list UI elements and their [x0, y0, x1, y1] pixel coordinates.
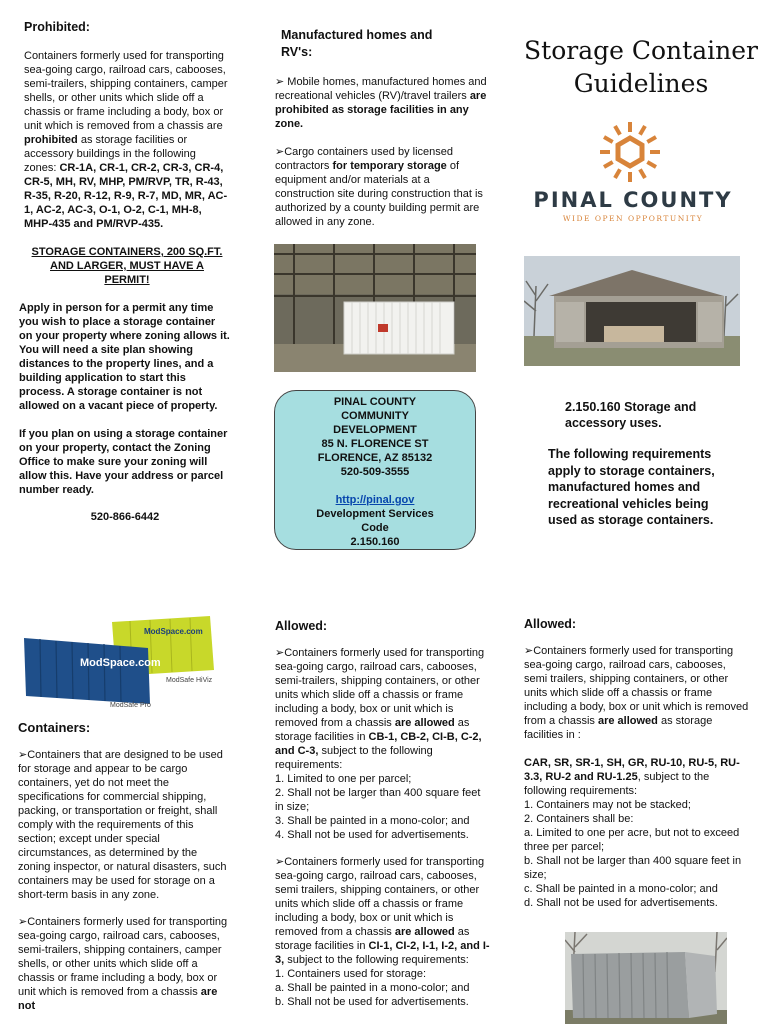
contact-line-3: DEVELOPMENT: [333, 424, 417, 436]
list-item: b. Shall not be larger than 400 square feet in size;: [524, 855, 742, 881]
prohibited-text: Containers formerly used for transporting sea-going cargo, railroad cars, cabooses, semi-trailers, shipping containers, camper shells, or other units which slide off a chassis or frame including a body, box or unit which is removed from a chassis are prohibited as storage facilities or accessory buildings in the following zones: CR-1A, CR-1, CR-2, CR-3, CR-4, CR-5, MH, RV, MHP, PM/RVP, TR, R-43, R-35, R-20, R-12, R-9, R-7, MD, MR, AC-1, AC-2, AC-3, O-1, O-2, C-1, MH-8, MHP-435 and PM/RVP-435.: [24, 50, 228, 230]
contact-phone: 520-509-3555: [340, 466, 410, 478]
prohibited-heading: Prohibited:: [24, 20, 90, 34]
allowed-commercial-section: [275, 619, 491, 1009]
list-item: a. Shall be painted in a mono-color; and: [275, 982, 470, 994]
contact-text: If you plan on using a storage container on your property, contact the Zoning Office to make sure your zoning will allow this. Have your address or parcel number ready.: [19, 428, 228, 496]
arrow-bullet-icon: ➢: [275, 76, 288, 88]
manufactured-bullet-1: ➢ Mobile homes, manufactured homes and recreational vehicles (RV)/travel trailers are prohibited as storage facilities in any zone.: [275, 76, 487, 130]
arrow-bullet-icon: ➢: [18, 749, 28, 761]
container-brand-text-2: ModSpace.com: [80, 657, 161, 669]
containers-image: [20, 612, 220, 712]
manufactured-homes-heading: Manufactured homes and RV's:: [281, 28, 433, 59]
section-code: 2.150.160 Storage and accessory uses.: [565, 400, 697, 430]
allowed-commercial-bullet: ➢Containers formerly used for transporting sea-going cargo, railroad cars, cabooses, semi-trailers, shipping containers, or other units which slide off a chassis or frame including a body, box or unit which is removed from a chassis are allowed as storage facilities in CB-1, CB-2, CI-B, C-2, and C-3, subject to the following requirements:: [275, 647, 485, 771]
list-item: 1. Limited to one per parcel;: [275, 773, 412, 785]
commercial-requirements-list: [275, 772, 491, 842]
title-line-1: Storage Container: [524, 36, 758, 65]
intro-requirements: The following requirements apply to storage containers, manufactured homes and recreational vehicles being used as storage containers.: [548, 447, 715, 527]
list-item: a. Limited to one per acre, but not to exceed three per parcel;: [524, 827, 740, 853]
container-brand-text: ModSpace.com: [144, 627, 203, 636]
arrow-bullet-icon: ➢: [524, 645, 534, 657]
prohibited-section: [19, 20, 231, 524]
list-item: 2. Containers shall be:: [524, 813, 634, 825]
list-item: 1. Containers may not be stacked;: [524, 799, 691, 811]
rural-zones: CAR, SR, SR-1, SH, GR, RU-10, RU-5, RU-3.3, RU-2 and RU-1.25, subject to the following requirements:: [524, 757, 740, 797]
contact-dev-services: Development Services: [316, 508, 434, 520]
manufactured-homes-section: [275, 27, 487, 229]
image-label-pro: ModSafe Pro: [110, 702, 151, 709]
apply-text: Apply in person for a permit any time you wish to place a storage container on your property where zoning allows it. You will need a site plan showing distances to the property lines, and a building application to start this process. A storage container is not allowed on a vacant piece of property.: [19, 302, 230, 412]
permit-heading: STORAGE CONTAINERS, 200 SQ.FT. AND LARGER, MUST HAVE A PERMIT!: [31, 246, 223, 286]
industrial-requirements-list: [275, 967, 491, 1009]
contact-line-2: COMMUNITY: [341, 410, 409, 422]
title-line-2: Guidelines: [573, 69, 709, 98]
containers-bullet-2: ➢Containers formerly used for transporting sea-going cargo, railroad cars, cabooses, semi-trailers, shipping containers, camper shells, or other units which slide off a chassis or frame including a body, box or unit which is removed from a chassis are not: [18, 916, 228, 1012]
brochure-title: [518, 34, 764, 100]
list-item: b. Shall not be used for advertisements.: [275, 996, 469, 1008]
zoning-phone: 520-866-6442: [90, 511, 160, 523]
list-item: d. Shall not be used for advertisements.: [524, 897, 718, 909]
list-item: 3. Shall be painted in a mono-color; and: [275, 815, 470, 827]
arrow-bullet-icon: ➢: [18, 916, 28, 928]
list-item: c. Shall be painted in a mono-color; and: [524, 883, 718, 895]
allowed-rural-bullet: ➢Containers formerly used for transporting sea-going cargo, railroad cars, cabooses, semi trailers, shipping containers, or other units which slide off a chassis or frame including a body, box or unit which is removed from a chassis are allowed as storage facilities in :: [524, 645, 749, 741]
containers-heading: Containers:: [18, 720, 91, 735]
storage-barn-photo: [524, 256, 740, 366]
logo-text: PINAL COUNTY: [533, 188, 733, 212]
contact-box: [274, 390, 476, 550]
contact-line-1: PINAL COUNTY: [333, 396, 417, 408]
gray-container-photo: [565, 932, 727, 1024]
contact-code-number: 2.150.160: [350, 536, 400, 548]
containers-bullet-1: ➢Containers that are designed to be used for storage and appear to be cargo containers, yet do not meet the specifications for commercial shipping, packing, or transportation or freight, shall comply with the requirements of this section; except under special circumstances, as determined by the zoning inspector, or natural disasters, such containers may be used for storage on a short-term basis in any zone.: [18, 749, 227, 901]
barn-image: [524, 256, 740, 366]
gray-container-image: [565, 932, 727, 1024]
contact-code: Code: [361, 522, 389, 534]
construction-container-image: [274, 244, 476, 372]
arrow-bullet-icon: ➢: [275, 647, 285, 659]
allowed-heading-1: Allowed:: [275, 619, 328, 633]
list-item: 4. Shall not be used for advertisements.: [275, 829, 469, 841]
rural-requirements-list: [524, 798, 752, 910]
allowed-heading-2: Allowed:: [524, 617, 577, 631]
list-item: 2. Shall not be larger than 400 square feet in size;: [275, 787, 481, 813]
arrow-bullet-icon: ➢: [275, 856, 285, 868]
modspace-containers-photo: [20, 612, 220, 712]
allowed-rural-section: [524, 617, 752, 910]
pinal-county-logo: [526, 118, 740, 230]
list-item: 1. Containers used for storage:: [275, 968, 427, 980]
contact-address: 85 N. FLORENCE ST: [321, 438, 429, 450]
pinal-website-link[interactable]: http://pinal.gov: [335, 494, 415, 506]
containers-section: [18, 720, 230, 1013]
logo-tagline: WIDE OPEN OPPORTUNITY: [562, 214, 704, 223]
arrow-bullet-icon: ➢: [275, 146, 285, 158]
manufactured-bullet-2: ➢Cargo containers used by licensed contractors for temporary storage of equipment and/or materials at a construction site during construction that is authorized by a county building permit are allowed in any zone.: [275, 146, 483, 228]
construction-container-photo: [274, 244, 476, 372]
image-label-hiviz: ModSafe HiViz: [166, 677, 213, 684]
contact-city: FLORENCE, AZ 85132: [317, 452, 433, 464]
allowed-industrial-bullet: ➢Containers formerly used for transporting sea-going cargo, railroad cars, cabooses, semi trailers, shipping containers, or other units which slide off a chassis or frame including a body, box or unit which is removed from a chassis are allowed as storage facilities in CI-1, CI-2, I-1, I-2, and I-3, subject to the following requirements:: [275, 856, 490, 966]
